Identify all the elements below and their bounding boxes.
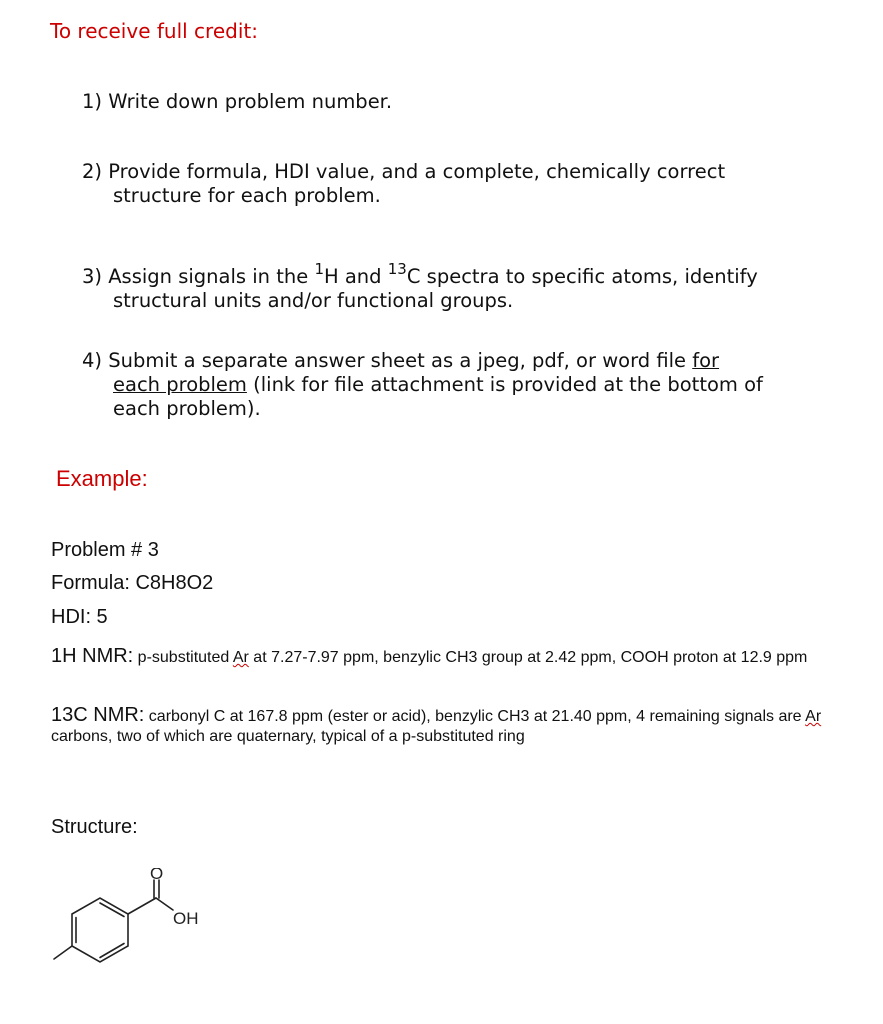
ring-carbonyl-bond [128, 898, 156, 914]
c-nmr-text: carbonyl C at 167.8 ppm (ester or acid), benzylic CH3 at 21.40 ppm, 4 remaining signals are [144, 708, 806, 725]
oxygen-label: O [150, 868, 164, 883]
hdi-line: HDI: 5 [51, 606, 108, 628]
step-number: 3) [82, 265, 103, 288]
methyl-bond [54, 946, 72, 959]
instruction-step-4 [82, 349, 763, 421]
underlined-text: each problem [113, 373, 247, 396]
superscript-1: 1 [314, 260, 324, 278]
formula-line: Formula: C8H8O2 [51, 572, 214, 594]
c-nmr-paragraph [51, 705, 841, 747]
step-number: 2) [82, 160, 103, 183]
step-text-continued: each problem). [113, 397, 261, 420]
h-nmr-paragraph [51, 646, 841, 668]
instruction-step-3 [82, 257, 758, 313]
step-number: 1) [82, 90, 103, 113]
h-nmr-text: at 7.27-7.97 ppm, benzylic CH3 group at 2.42 ppm, COOH proton at 12.9 ppm [248, 649, 808, 666]
step-text-continued: structural units and/or functional groups. [113, 289, 514, 312]
step-text: C spectra to specific atoms, identify [406, 265, 758, 288]
step-text: Assign signals in the [108, 265, 315, 288]
ar-abbreviation: Ar [805, 708, 822, 725]
step-number: 4) [82, 349, 103, 372]
step-text: Submit a separate answer sheet as a jpeg, pdf, or word file [108, 349, 693, 372]
instruction-step-2 [82, 160, 725, 208]
example-heading: Example: [56, 466, 148, 491]
step-text-continued: (link for file attachment is provided at the bottom of [246, 373, 763, 396]
c-nmr-text: carbons, two of which are quaternary, typical of a p-substituted ring [51, 728, 525, 745]
h-nmr-label: 1H NMR: [51, 645, 134, 667]
step-text: Provide formula, HDI value, and a complete, chemically correct [108, 160, 726, 183]
step-text: H and [324, 265, 388, 288]
h-nmr-text: p-substituted [133, 649, 233, 666]
c-nmr-label: 13C NMR: [51, 704, 145, 726]
instructions-heading: To receive full credit: [50, 19, 258, 43]
benzene-ring [72, 898, 128, 962]
problem-number: Problem # 3 [51, 539, 159, 561]
carbon-hydroxyl-bond [156, 898, 173, 910]
p-toluic-acid-structure [40, 868, 230, 993]
instruction-step-1 [82, 90, 392, 114]
step-text: Write down problem number. [108, 90, 393, 113]
structure-label: Structure: [51, 816, 138, 838]
superscript-13: 13 [387, 260, 407, 278]
underlined-text: for [692, 349, 720, 372]
ar-abbreviation: Ar [232, 649, 249, 666]
hydroxyl-label: OH [173, 909, 199, 928]
step-text-continued: structure for each problem. [113, 184, 381, 207]
